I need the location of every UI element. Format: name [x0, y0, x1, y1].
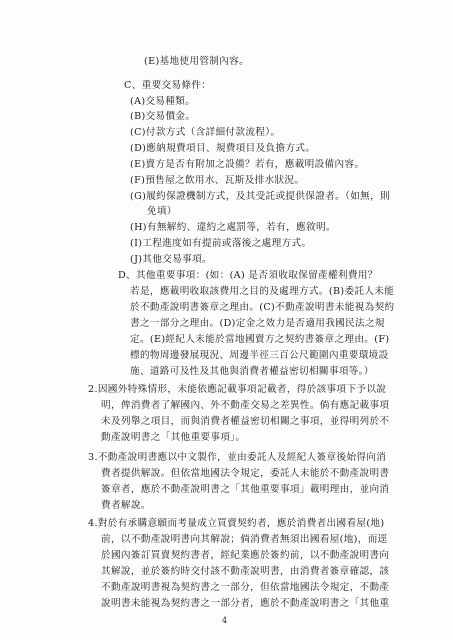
item-e-text: (E)基地使用管制內容。 [144, 56, 250, 67]
section-d-line: 於不動產說明書簽章之理由。(C)不動產說明書未能視為契約 [130, 302, 395, 313]
section-c-item: (D)應納規費項目、規費項目及負擔方式。 [130, 143, 316, 154]
page-number: 4 [222, 616, 228, 625]
section-d-line: 施、道路可及性及其他與消費者權益密切相關事項等。） [130, 366, 374, 377]
point-4-line: 不動產說明書視為契約書之一部分，但依當地國法令規定，不動產 [101, 582, 390, 593]
point-3-line: 簽章者，應於不動產說明書之「其他重要事項」載明理由，並向消 [101, 484, 390, 495]
point-4-line: 4.對於有承購意願而考量成立買賣契約者，應於消費者出國看屋(地) [88, 518, 385, 529]
point-4-line: 其解說，並於簽約時交付該不動產說明書，由消費者簽章確認，該 [101, 566, 390, 577]
point-2-line: 未及列舉之項目，而與消費者權益密切相關之事項，並得明列於不 [101, 416, 390, 427]
section-d-line: 若是，應載明收取該費用之目的及處理方式。(B)委託人未能 [130, 286, 395, 297]
section-c-item: (I)工程進度如有提前或落後之處理方式。 [130, 238, 312, 249]
point-3-line: 3.不動產說明書應以中文製作，並由委託人及經紀人簽章後始得向消 [88, 452, 387, 463]
point-2-line: 2.因國外特殊情形，未能依應記載事項記載者，得於該事項下予以說 [88, 384, 387, 395]
point-2-line: 動產說明書之「其他重要事項」。 [101, 432, 246, 443]
section-c-item: (B)交易價金。 [130, 111, 196, 122]
section-c-item: (G)履約保證機制方式，及其受託或提供保證者。（如無，則 [130, 191, 390, 202]
section-c-item: (E)賣方是否有附加之設備？若有，應載明設備內容。 [130, 159, 365, 170]
section-c-item: (F)預售屋之飲用水、瓦斯及排水狀況。 [130, 175, 305, 186]
point-4-line: 於國內簽訂買賣契約書者，經紀業應於簽約前，以不動產說明書向 [101, 550, 390, 561]
point-4-line: 前，以不動產說明書向其解說；倘消費者無須出國看屋(地)，而逕 [101, 534, 388, 545]
point-4-line: 說明書未能視為契約書之一部分者，應於不動產說明書之「其他重 [101, 598, 390, 609]
section-c-item: (A)交易種類。 [130, 96, 196, 107]
section-d-line: 標的物周邊發展現況、周邊半徑三百公尺範圍內重要環境設 [130, 350, 389, 361]
section-d-line: 定。(E)經紀人未能於當地國賣方之契約書簽章之理由。(F) [130, 334, 390, 345]
point-3-line: 費者解說。 [101, 500, 151, 511]
section-c-item: (C)付款方式（含詳細付款流程）。 [130, 127, 281, 138]
section-c-title: C、重要交易條件： [124, 80, 212, 91]
section-d-line: D、其他重要事項：(如：(A) 是否須收取保留產權利費用？ [118, 270, 378, 281]
section-c-item-continuation: 免填） [147, 206, 177, 217]
section-c-item: (H)有無解約、違約之處罰等，若有，應敘明。 [130, 222, 336, 233]
point-2-line: 明，俾消費者了解國內、外不動產交易之差異性。倘有應記載事項 [101, 400, 390, 411]
section-c-item: (J)其他交易事項。 [130, 254, 212, 265]
point-3-line: 費者提供解說。但依當地國法令規定，委託人未能於不動產說明書 [101, 468, 390, 479]
section-d-line: 書之一部分之理由。(D)定金之效力是否適用我國民法之規 [130, 318, 385, 329]
